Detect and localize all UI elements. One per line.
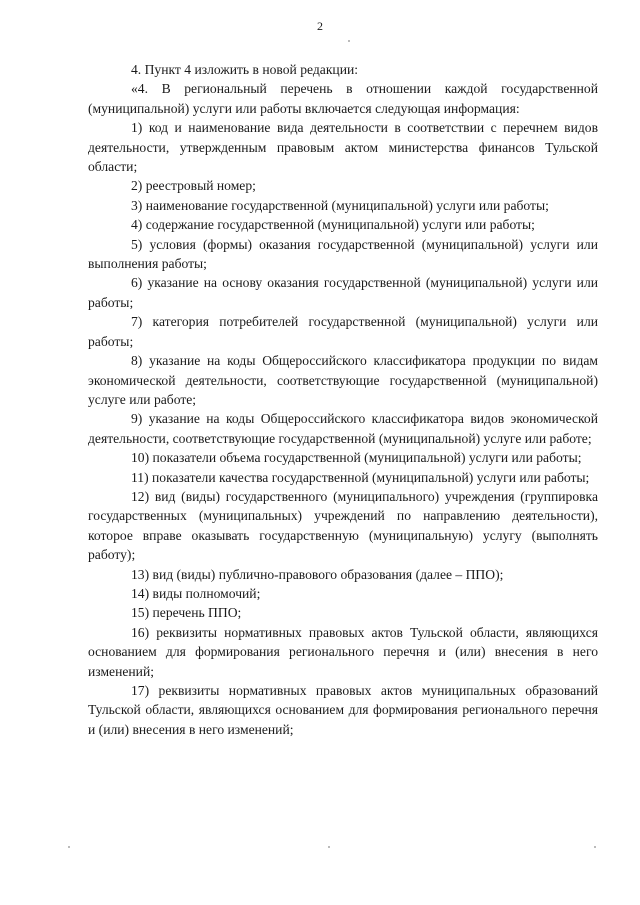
list-item-8: 8) указание на коды Общероссийского классификатора продукции по видам экономической деятельности, соответствующие государственной (муниципальной) услуге или работе; bbox=[88, 353, 598, 407]
list-item-3: 3) наименование государственной (муниципальной) услуги или работы; bbox=[131, 197, 549, 213]
list-item-14: 14) виды полномочий; bbox=[131, 585, 261, 601]
list-item-1: 1) код и наименование вида деятельности в соответствии с перечнем видов деятельности, утвержденным правовым актом министерства финансов Тульской области; bbox=[88, 120, 598, 175]
scan-speck bbox=[68, 846, 70, 848]
paragraph-intro: 4. Пункт 4 изложить в новой редакции: bbox=[131, 62, 359, 77]
list-item-11: 11) показатели качества государственной (муниципальной) услуги или работы; bbox=[131, 469, 590, 485]
list-item-4: 4) содержание государственной (муниципальной) услуги или работы; bbox=[131, 217, 535, 233]
list-item-10: 10) показатели объема государственной (муниципальной) услуги или работы; bbox=[131, 450, 582, 466]
list-item-16: 16) реквизиты нормативных правовых актов Тульской области, являющихся основанием для формирования регионального перечня и (или) внесения в него изменений; bbox=[88, 624, 598, 679]
scan-speck bbox=[328, 846, 330, 848]
paragraph-item-4-header: «4. В региональный перечень в отношении каждой государственной (муниципальной) услуги или работы включается следующая информация: bbox=[88, 81, 598, 116]
document-body bbox=[88, 60, 598, 739]
list-item-9: 9) указание на коды Общероссийского классификатора видов экономической деятельности, соответствующие государственной (муниципальной) услуге или работе; bbox=[88, 411, 598, 446]
scan-speck bbox=[348, 40, 350, 42]
list-item-2: 2) реестровый номер; bbox=[131, 178, 256, 194]
list-item-5: 5) условия (формы) оказания государственной (муниципальной) услуги или выполнения работы; bbox=[88, 236, 598, 272]
list-item-13: 13) вид (виды) публично-правового образования (далее – ППО); bbox=[131, 566, 504, 582]
list-item-17: 17) реквизиты нормативных правовых актов муниципальных образований Тульской области, являющихся основанием для формирования регионального перечня и (или) внесения в него изменений; bbox=[88, 683, 598, 737]
list-item-12: 12) вид (виды) государственного (муниципального) учреждения (группировка государственных (муниципальных) учреждений по направлению деятельности), которое вправе оказывать государственную (муниципальную) услугу (выполнять работу); bbox=[88, 488, 598, 563]
list-item-15: 15) перечень ППО; bbox=[131, 605, 242, 621]
page-number: 2 bbox=[317, 19, 323, 33]
list-item-7: 7) категория потребителей государственной (муниципальной) услуги или работы; bbox=[88, 314, 598, 349]
scan-speck bbox=[594, 846, 596, 848]
list-item-6: 6) указание на основу оказания государственной (муниципальной) услуги или работы; bbox=[88, 275, 598, 310]
